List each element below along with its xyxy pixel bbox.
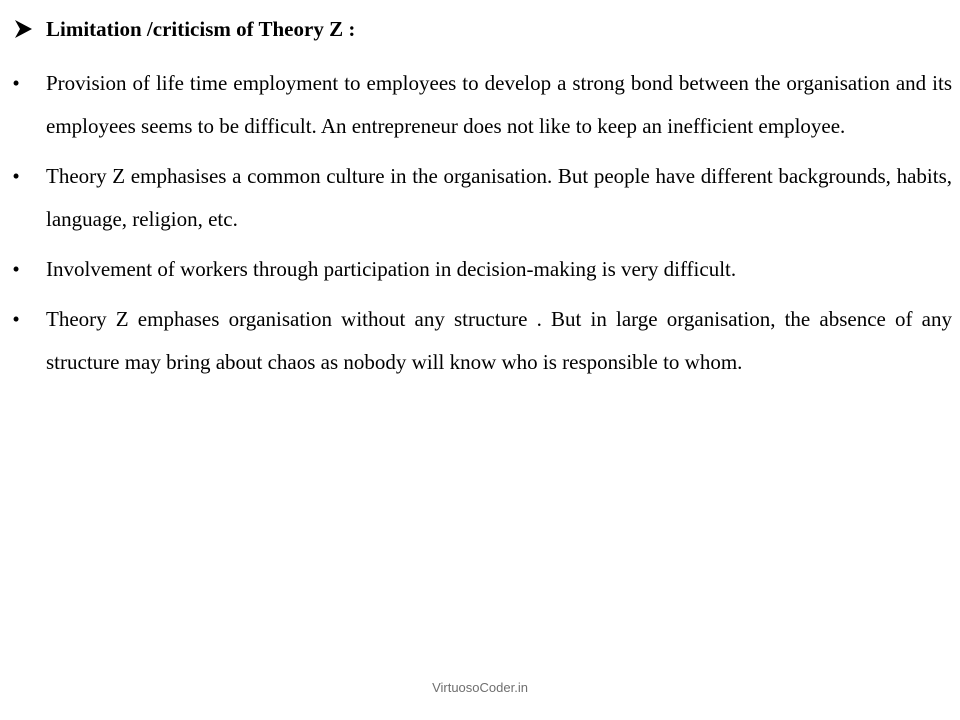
bullet-item-worker-involvement xyxy=(0,248,960,291)
bullet-item-common-culture xyxy=(0,155,960,241)
bullet-dot-icon: • xyxy=(12,257,20,281)
bullet-dot-icon: • xyxy=(12,164,20,188)
bullet-list xyxy=(0,62,960,391)
bullet-dot-icon: • xyxy=(12,71,20,95)
heading-row xyxy=(12,14,355,44)
bullet-text: Involvement of workers through participation in decision-making is very difficult. xyxy=(46,257,737,281)
bullet-item-lifetime-employment xyxy=(0,62,960,148)
bullet-text: Provision of life time employment to employees to develop a strong bond between the organisation and its employees seems to be difficult. An entrepreneur does not like to keep an inefficient employee. xyxy=(46,71,952,138)
arrow-bullet-icon xyxy=(12,18,34,40)
section-heading: Limitation /criticism of Theory Z : xyxy=(46,17,356,41)
bullet-dot-icon: • xyxy=(12,307,20,331)
bullet-text: Theory Z emphasises a common culture in the organisation. But people have different backgrounds, habits, language, religion, etc. xyxy=(46,164,952,231)
bullet-text: Theory Z emphases organisation without any structure . But in large organisation, the absence of any structure may bring about chaos as nobody will know who is responsible to whom. xyxy=(46,307,952,374)
bullet-item-no-structure xyxy=(0,298,960,384)
footer-watermark: VirtuosoCoder.in xyxy=(432,680,528,695)
